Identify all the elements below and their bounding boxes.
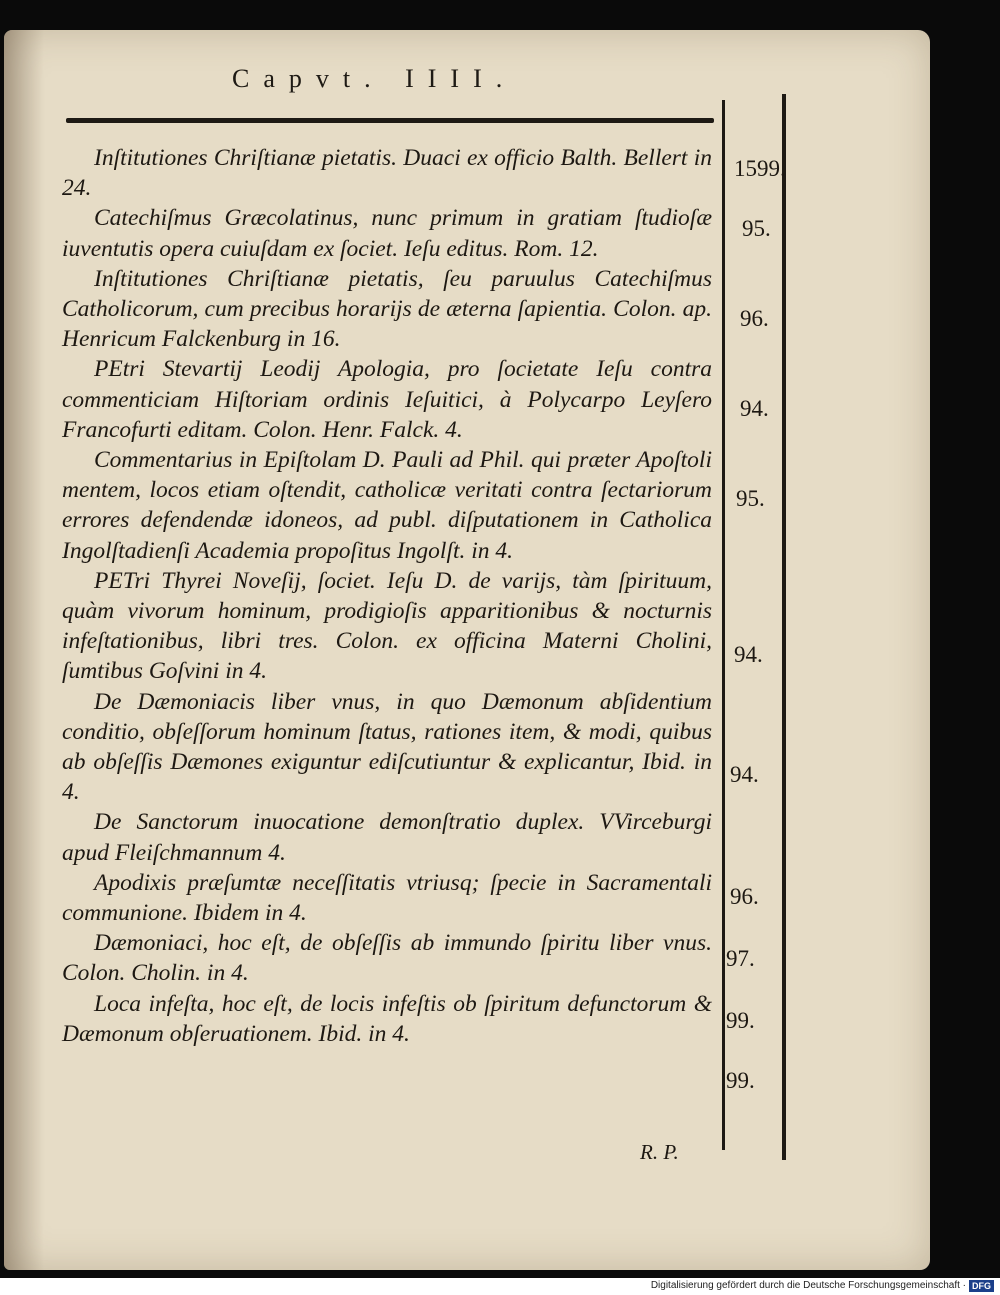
bibliography-entry: De Dæmoniacis liber vnus, in quo Dæmonum abſidentium conditio, obſeſſorum hominum ſtatus, rationes item, & modi, quibus ab obſeſſis Dæmones exiguntur ediſcutiuntur & explicantur, Ibid. in 4. <box>62 688 712 806</box>
entry-year: 95. <box>742 216 771 241</box>
entry-year: 95. <box>736 486 765 511</box>
entry-year: 96. <box>730 884 759 909</box>
bibliography-entry: Dæmoniaci, hoc eſt, de obſeſſis ab immundo ſpiritu liber vnus. Colon. Cholin. in 4. <box>62 930 712 987</box>
gutter-shadow <box>4 30 44 1270</box>
entry-year: 94. <box>730 762 759 787</box>
bibliography-entry: Inſtitutiones Chriſtianæ pietatis, ſeu paruulus Catechiſmus Catholicorum, cum precibus horarijs de æterna ſapientia. Colon. ap. Henricum Falckenburg in 16. <box>62 265 712 353</box>
entry-year: 97. <box>726 946 755 971</box>
bibliography-entry: Commentarius in Epiſtolam D. Pauli ad Phil. qui præter Apoſtoli mentem, locos etiam oſtendit, catholicæ veritati contra ſectariorum errores defendendæ idoneos, ad publ. diſputationem in Catholica Ingolſtadienſi Academia propoſitus Ingolſt. in 4. <box>62 447 712 564</box>
entry-year: 1599. <box>734 156 786 181</box>
catchword: R. P. <box>640 1140 679 1164</box>
bibliography-entry: PETri Thyrei Noveſij, ſociet. Ieſu D. de varijs, tàm ſpirituum, quàm vivorum hominum, prodigioſis apparitionibus & nocturnis infeſtationibus, libri tres. Colon. ex officina Materni Cholini, ſumtibus Goſvini in 4. <box>62 567 712 685</box>
entry-year: 94. <box>740 396 769 421</box>
bibliography-entry: Loca infeſta, hoc eſt, de locis infeſtis ob ſpiritum defunctorum & Dæmonum obſeruationem. Ibid. in 4. <box>62 990 712 1047</box>
bibliography-entries <box>62 143 712 1049</box>
bibliography-entry: PEtri Stevartij Leodij Apologia, pro ſocietate Ieſu contra commenticiam Hiſtoriam ordinis Ieſuitici, à Polycarpo Leyſero Francofurti editam. Colon. Henr. Falck. 4. <box>62 356 712 443</box>
bibliography-entry: Inſtitutiones Chriſtianæ pietatis. Duaci ex officio Balth. Bellert in 24. <box>62 145 712 202</box>
header-rule <box>66 118 714 123</box>
year-column-left-rule <box>722 100 725 1150</box>
bibliography-entry: Catechiſmus Græcolatinus, nunc primum in gratiam ſtudioſæ iuventutis opera cuiuſdam ex ſociet. Ieſu editus. Rom. 12. <box>62 205 712 262</box>
bibliography-entry: Apodixis præſumtæ neceſſitatis vtriusq; ſpecie in Sacramentali communione. Ibidem in 4. <box>62 869 712 927</box>
year-column-right-rule <box>782 94 786 1160</box>
entry-year: 99. <box>726 1068 755 1093</box>
digitization-credit: Digitalisierung gefördert durch die Deutsche Forschungsgemeinschaft · <box>650 1280 966 1291</box>
running-head: Capvt. IIII. <box>232 64 517 93</box>
dfg-logo: DFG <box>969 1280 994 1292</box>
entry-year: 94. <box>734 642 763 667</box>
bibliography-entry: De Sanctorum inuocatione demonſtratio duplex. VVirceburgi apud Fleiſchmannum 4. <box>62 809 712 866</box>
entry-year: 96. <box>740 306 769 331</box>
entry-year: 99. <box>726 1008 755 1033</box>
